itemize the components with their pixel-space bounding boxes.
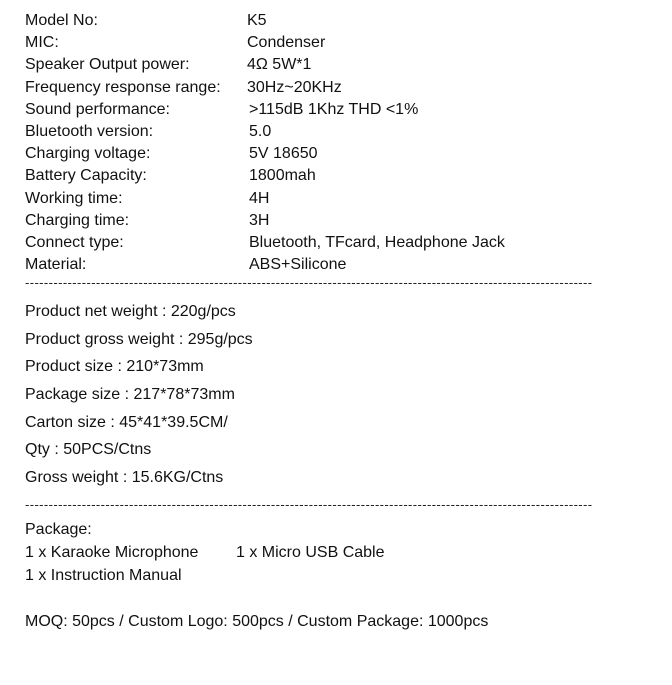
spec-value: Bluetooth, TFcard, Headphone Jack — [249, 233, 505, 251]
spec-row-sound — [25, 99, 645, 121]
spec-row-connect-type — [25, 232, 645, 254]
spec-row-mic — [25, 32, 645, 54]
spec-value: ABS+Silicone — [249, 256, 347, 274]
dashed-divider: ------------------------------------------------------------------------------------------------------------------------ — [25, 276, 593, 290]
spec-row-output-power — [25, 54, 645, 76]
spec-value: 5.0 — [249, 122, 272, 140]
spec-label: MIC: — [25, 34, 59, 52]
spec-value: 30Hz~20KHz — [247, 78, 342, 96]
package-size: Package size : 217*78*73mm — [25, 386, 235, 404]
spec-row-battery — [25, 165, 645, 187]
weights-section — [25, 298, 253, 492]
quantity: Qty : 50PCS/Ctns — [25, 441, 152, 459]
spec-label: Model No: — [25, 12, 98, 29]
spec-row-material — [25, 254, 645, 276]
spec-label: Sound performance: — [25, 100, 170, 118]
spec-row-bluetooth — [25, 121, 645, 143]
package-item: 1 x Instruction Manual — [25, 567, 182, 584]
spec-row-working-time — [25, 188, 645, 210]
spec-label: Charging time: — [25, 211, 130, 229]
spec-value: 4Ω 5W*1 — [247, 56, 312, 74]
net-weight: Product net weight : 220g/pcs — [25, 303, 236, 320]
spec-label: Charging voltage: — [25, 145, 151, 163]
product-size: Product size : 210*73mm — [25, 358, 204, 376]
spec-row-charging-time — [25, 210, 645, 232]
package-row — [25, 541, 385, 564]
carton-gross-weight: Gross weight : 15.6KG/Ctns — [25, 469, 224, 487]
spec-label: Material: — [25, 256, 87, 274]
spec-value: 1800mah — [249, 167, 316, 185]
package-title: Package: — [25, 521, 92, 538]
moq-line: MOQ: 50pcs / Custom Logo: 500pcs / Custom Package: 1000pcs — [25, 613, 489, 630]
package-section — [25, 518, 385, 587]
spec-value: >115dB 1Khz THD <1% — [249, 100, 419, 118]
spec-value: 5V 18650 — [249, 145, 318, 163]
package-item: 1 x Karaoke Microphone — [25, 544, 199, 561]
spec-row-charging-voltage — [25, 143, 645, 165]
spec-value: K5 — [247, 12, 267, 29]
spec-label: Frequency response range: — [25, 78, 221, 96]
spec-table — [25, 10, 645, 276]
spec-label: Connect type: — [25, 233, 124, 251]
spec-row-frequency — [25, 77, 645, 99]
spec-value: 4H — [249, 189, 270, 207]
spec-value: Condenser — [247, 34, 326, 52]
gross-weight: Product gross weight : 295g/pcs — [25, 330, 253, 348]
package-item: 1 x Micro USB Cable — [236, 544, 385, 561]
spec-value: 3H — [249, 211, 270, 229]
dashed-divider: ------------------------------------------------------------------------------------------------------------------------ — [25, 498, 593, 512]
spec-label: Speaker Output power: — [25, 56, 190, 74]
spec-label: Battery Capacity: — [25, 167, 147, 185]
carton-size: Carton size : 45*41*39.5CM/ — [25, 413, 228, 431]
spec-label: Bluetooth version: — [25, 122, 154, 140]
spec-label: Working time: — [25, 189, 123, 207]
spec-row-model — [25, 10, 645, 32]
